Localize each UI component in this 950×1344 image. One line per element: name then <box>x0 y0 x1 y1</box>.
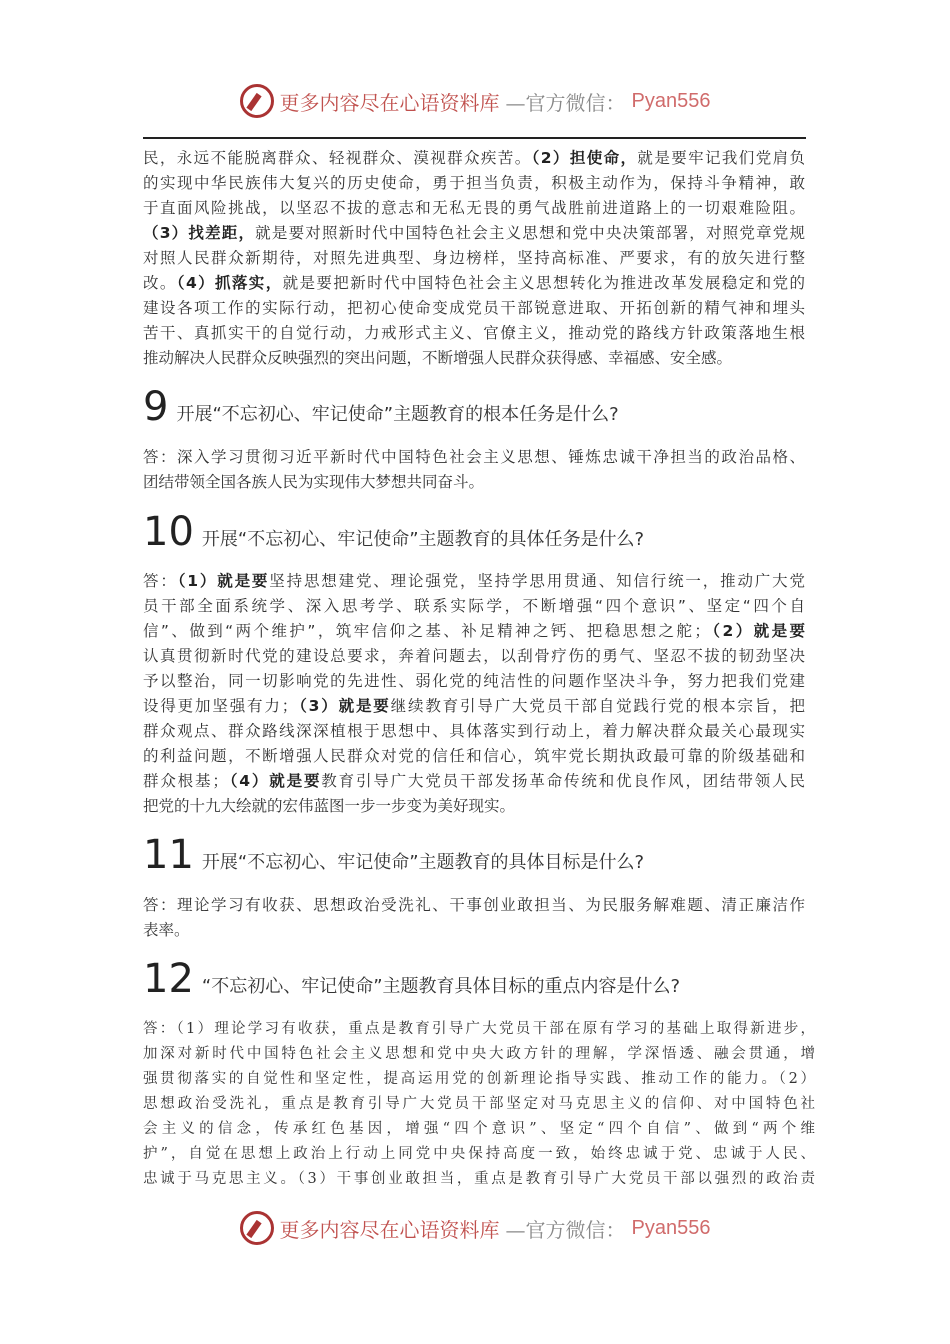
text-line <box>143 644 805 669</box>
text-line <box>143 445 805 470</box>
bold-keyword: （3）找差距， <box>143 224 256 242</box>
text-segment: 答：深入学习贯彻习近平新时代中国特色社会主义思想、锤炼忠诚干净担当的政治品格、 <box>143 448 805 466</box>
bold-keyword: （2）就是要 <box>709 622 805 640</box>
header-rule <box>143 137 806 139</box>
text-segment: 设得更加坚强有力； <box>143 697 298 715</box>
text-segment: 建设各项工作的实际行动，把初心使命变成党员干部锐意进取、开拓创新的精气神和埋头 <box>143 299 805 317</box>
pen-logo-icon <box>240 1211 274 1245</box>
bold-keyword: （4）抓落实， <box>176 274 283 292</box>
text-line <box>143 769 805 794</box>
text-line <box>143 569 805 594</box>
text-segment: 继续教育引导广大党员干部自觉践行党的根本宗旨，把 <box>390 697 805 715</box>
text-line <box>143 346 805 371</box>
text-segment: 坚持思想建党、理论强党，坚持学思用贯通、知信行统一，推动广大党 <box>269 572 805 590</box>
header-watermark <box>0 84 950 124</box>
text-line <box>143 271 805 296</box>
bold-keyword: （4）就是要 <box>227 772 322 790</box>
text-segment: 苦干、真抓实干的自觉行动，力戒形式主义、官僚主义，推动党的路线方针政策落地生根 <box>143 324 805 342</box>
text-segment: 民，永远不能脱离群众、轻视群众、漠视群众疾苦。 <box>143 149 532 167</box>
text-segment: 改。 <box>143 274 177 292</box>
question-heading <box>143 384 619 430</box>
text-segment: 群众根基； <box>143 772 228 790</box>
pen-logo-icon <box>240 84 274 118</box>
question-number: 11 <box>143 832 194 878</box>
bold-keyword: （2）担使命， <box>531 149 638 167</box>
text-line <box>143 470 805 495</box>
question-title: 开展“不忘初心、牢记使命”主题教育的具体目标是什么? <box>201 852 645 873</box>
text-line <box>143 719 805 744</box>
watermark-main: 更多内容尽在心语资料库 <box>279 90 500 115</box>
watermark-sep: —官方微信： <box>505 90 626 115</box>
text-segment: 会主义的信念，传承红色基因，增强“四个意识”、坚定“四个自信”、做到“两个维 <box>143 1121 815 1137</box>
text-segment: 推动解决人民群众反映强烈的突出问题，不断增强人民群众获得感、幸福感、安全感。 <box>143 349 733 367</box>
text-line <box>143 594 805 619</box>
bold-keyword: （3）就是要 <box>297 697 391 715</box>
answer-paragraph <box>143 893 805 943</box>
watermark-sep: —官方微信： <box>505 1217 626 1242</box>
text-segment: 答：（1）理论学习有收获，重点是教育引导广大党员干部在原有学习的基础上取得新进步， <box>143 1021 815 1037</box>
question-heading <box>143 956 680 1002</box>
question-heading <box>143 832 644 878</box>
watermark-main: 更多内容尽在心语资料库 <box>279 1217 500 1242</box>
text-line <box>143 893 805 918</box>
text-line <box>143 146 805 171</box>
text-segment: 加深对新时代中国特色社会主义思想和党中央大政方针的理解，学深悟透、融会贯通，增 <box>143 1046 815 1062</box>
text-segment: 认真贯彻新时代党的建设总要求，奔着问题去，以刮骨疗伤的勇气、坚忍不拔的韧劲坚决 <box>143 647 805 665</box>
question-title: “不忘初心、牢记使命”主题教育具体目标的重点内容是什么? <box>201 976 681 997</box>
answer-paragraph <box>143 569 805 819</box>
text-segment: 予以整治，同一切影响党的先进性、弱化党的纯洁性的问题作坚决斗争，努力把我们党建 <box>143 672 805 690</box>
answer-paragraph <box>143 445 805 495</box>
text-segment: 就是要把新时代中国特色社会主义思想转化为推进改革发展稳定和党的 <box>282 274 805 292</box>
text-line <box>143 246 805 271</box>
text-segment: 就是要牢记我们党肩负 <box>637 149 805 167</box>
text-segment: 忠诚于马克思主义。（3）干事创业敢担当，重点是教育引导广大党员干部以强烈的政治责 <box>143 1171 815 1187</box>
text-segment: 信”、做到“两个维护”，筑牢信仰之基、补足精神之钙、把稳思想之舵； <box>143 622 710 640</box>
text-line <box>143 296 805 321</box>
text-segment: 的实现中华民族伟大复兴的历史使命，勇于担当负责，积极主动作为，保持斗争精神，敢 <box>143 174 805 192</box>
question-title: 开展“不忘初心、牢记使命”主题教育的具体任务是什么? <box>201 529 645 550</box>
question-number: 10 <box>143 509 194 555</box>
text-segment: 把党的十九大绘就的宏伟蓝图一步一步变为美好现实。 <box>143 797 516 815</box>
text-segment: 表率。 <box>143 921 190 939</box>
text-line <box>143 1142 815 1167</box>
text-line <box>143 694 805 719</box>
text-line <box>143 1117 815 1142</box>
text-line <box>143 1092 815 1117</box>
question-heading <box>143 509 644 555</box>
text-segment: 教育引导广大党员干部发扬革命传统和优良作风，团结带领人民 <box>321 772 805 790</box>
text-segment: 就是要对照新时代中国特色社会主义思想和党中央决策部署，对照党章党规 <box>255 224 805 242</box>
watermark-id: Pyan556 <box>631 1216 711 1239</box>
text-line <box>143 221 805 246</box>
text-segment: 答：理论学习有收获、思想政治受洗礼、干事创业敢担当、为民服务解难题、清正廉洁作 <box>143 896 805 914</box>
text-line <box>143 171 805 196</box>
text-line <box>143 669 805 694</box>
bold-keyword: （1）就是要 <box>177 572 270 590</box>
text-segment: 对照人民群众新期待，对照先进典型、身边榜样，坚持高标准、严要求，有的放矢进行整 <box>143 249 805 267</box>
answer-paragraph <box>143 1017 815 1192</box>
text-segment: 思想政治受洗礼，重点是教育引导广大党员干部坚定对马克思主义的信仰、对中国特色社 <box>143 1096 815 1112</box>
text-segment: 员干部全面系统学、深入思考学、联系实际学，不断增强“四个意识”、坚定“四个自 <box>143 597 805 615</box>
text-line <box>143 196 805 221</box>
footer-watermark <box>0 1211 950 1251</box>
text-line <box>143 1042 815 1067</box>
text-segment: 群众观点、群众路线深深植根于思想中、具体落实到行动上，着力解决群众最关心最现实 <box>143 722 805 740</box>
text-line <box>143 744 805 769</box>
text-segment: 的利益问题，不断增强人民群众对党的信任和信心，筑牢党长期执政最可靠的阶级基础和 <box>143 747 805 765</box>
watermark-id: Pyan556 <box>631 89 711 112</box>
text-line <box>143 321 805 346</box>
text-line <box>143 794 805 819</box>
text-segment: 答： <box>143 572 178 590</box>
text-line <box>143 619 805 644</box>
text-line <box>143 1167 815 1192</box>
question-number: 12 <box>143 956 194 1002</box>
text-segment: 团结带领全国各族人民为实现伟大梦想共同奋斗。 <box>143 473 485 491</box>
text-line <box>143 1017 815 1042</box>
text-segment: 于直面风险挑战，以坚忍不拔的意志和无私无畏的勇气战胜前进道路上的一切艰难险阻。 <box>143 199 805 217</box>
text-line <box>143 918 805 943</box>
text-line <box>143 1067 815 1092</box>
text-segment: 强贯彻落实的自觉性和坚定性，提高运用党的创新理论指导实践、推动工作的能力。（2） <box>143 1071 815 1087</box>
question-number: 9 <box>143 384 169 430</box>
question-title: 开展“不忘初心、牢记使命”主题教育的根本任务是什么? <box>176 404 619 425</box>
intro-paragraph <box>143 146 805 371</box>
text-segment: 护”，自觉在思想上政治上行动上同党中央保持高度一致，始终忠诚于党、忠诚于人民、 <box>143 1146 815 1162</box>
